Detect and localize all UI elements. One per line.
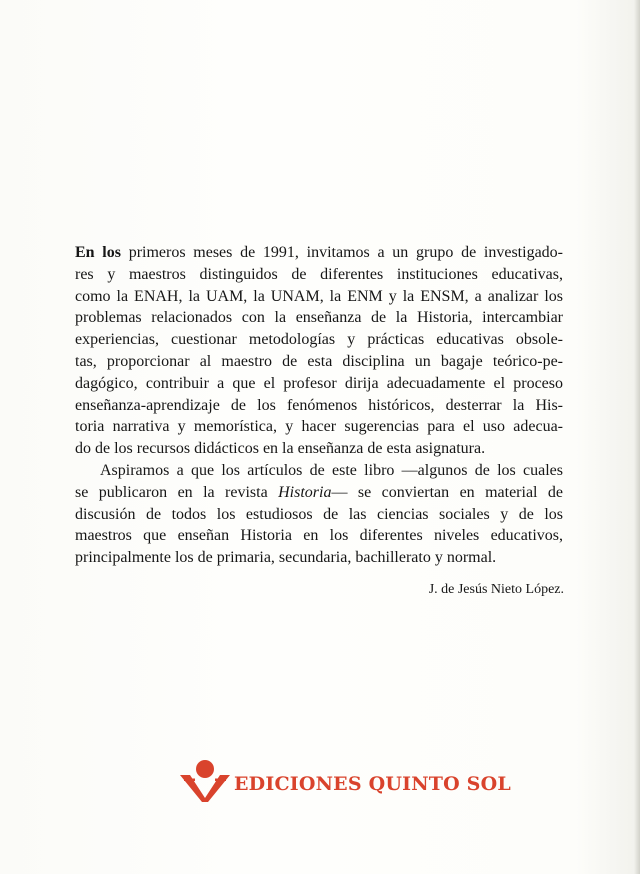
- paragraph-1-line-1: En los primeros meses de 1991, invitamos a un grupo de investigado-: [75, 244, 563, 261]
- journal-title: Historia: [278, 483, 332, 501]
- paragraph-1-line-6: tas, proporcionar al maestro de esta disciplina un bagaje teórico-pe-: [75, 352, 563, 370]
- paragraph-1-line-4: problemas relacionados con la enseñanza de la Historia, intercambiar: [75, 309, 563, 327]
- sun-logo-icon: [178, 758, 232, 802]
- book-description: [75, 242, 563, 569]
- paragraph-1-line-7: dagógico, contribuir a que el profesor dirija adecuadamente el proceso: [75, 374, 563, 392]
- paragraph-1-line-9: toria narrativa y memorística, y hacer sugerencias para el uso adecua-: [75, 418, 563, 436]
- publisher-name: EDICIONES QUINTO SOL: [234, 773, 511, 795]
- paragraph-1-lead: En los: [75, 244, 121, 261]
- paragraph-1-line-8: enseñanza-aprendizaje de los fenómenos históricos, desterrar la His-: [75, 396, 563, 414]
- publisher-imprint: [178, 758, 511, 802]
- author-signature: J. de Jesús Nieto López.: [428, 582, 564, 597]
- paragraph-2-line-3: discusión de todos los estudiosos de las ciencias sociales y de los: [75, 505, 563, 523]
- paragraph-2-line-5: principalmente los de primaria, secundaria, bachillerato y normal.: [75, 549, 497, 567]
- paragraph-2-line-2: se publicaron en la revista Historia— se conviertan en material de: [75, 483, 564, 501]
- paragraph-1-line-10: do de los recursos didácticos en la enseñanza de esta asignatura.: [75, 440, 486, 458]
- paragraph-1-line-5: experiencias, cuestionar metodologías y prácticas educativas obsole-: [75, 331, 563, 349]
- paragraph-2-line-4: maestros que enseñan Historia en los diferentes niveles educativos,: [75, 527, 563, 545]
- page-edge-shadow: [634, 0, 640, 874]
- paragraph-1-line-3: como la ENAH, la UAM, la UNAM, la ENM y la ENSM, a analizar los: [75, 287, 563, 305]
- paragraph-2-line-1: Aspiramos a que los artículos de este libro —algunos de los cuales: [100, 461, 563, 479]
- paragraph-1-line-2: res y maestros distinguidos de diferentes instituciones educativas,: [75, 265, 563, 283]
